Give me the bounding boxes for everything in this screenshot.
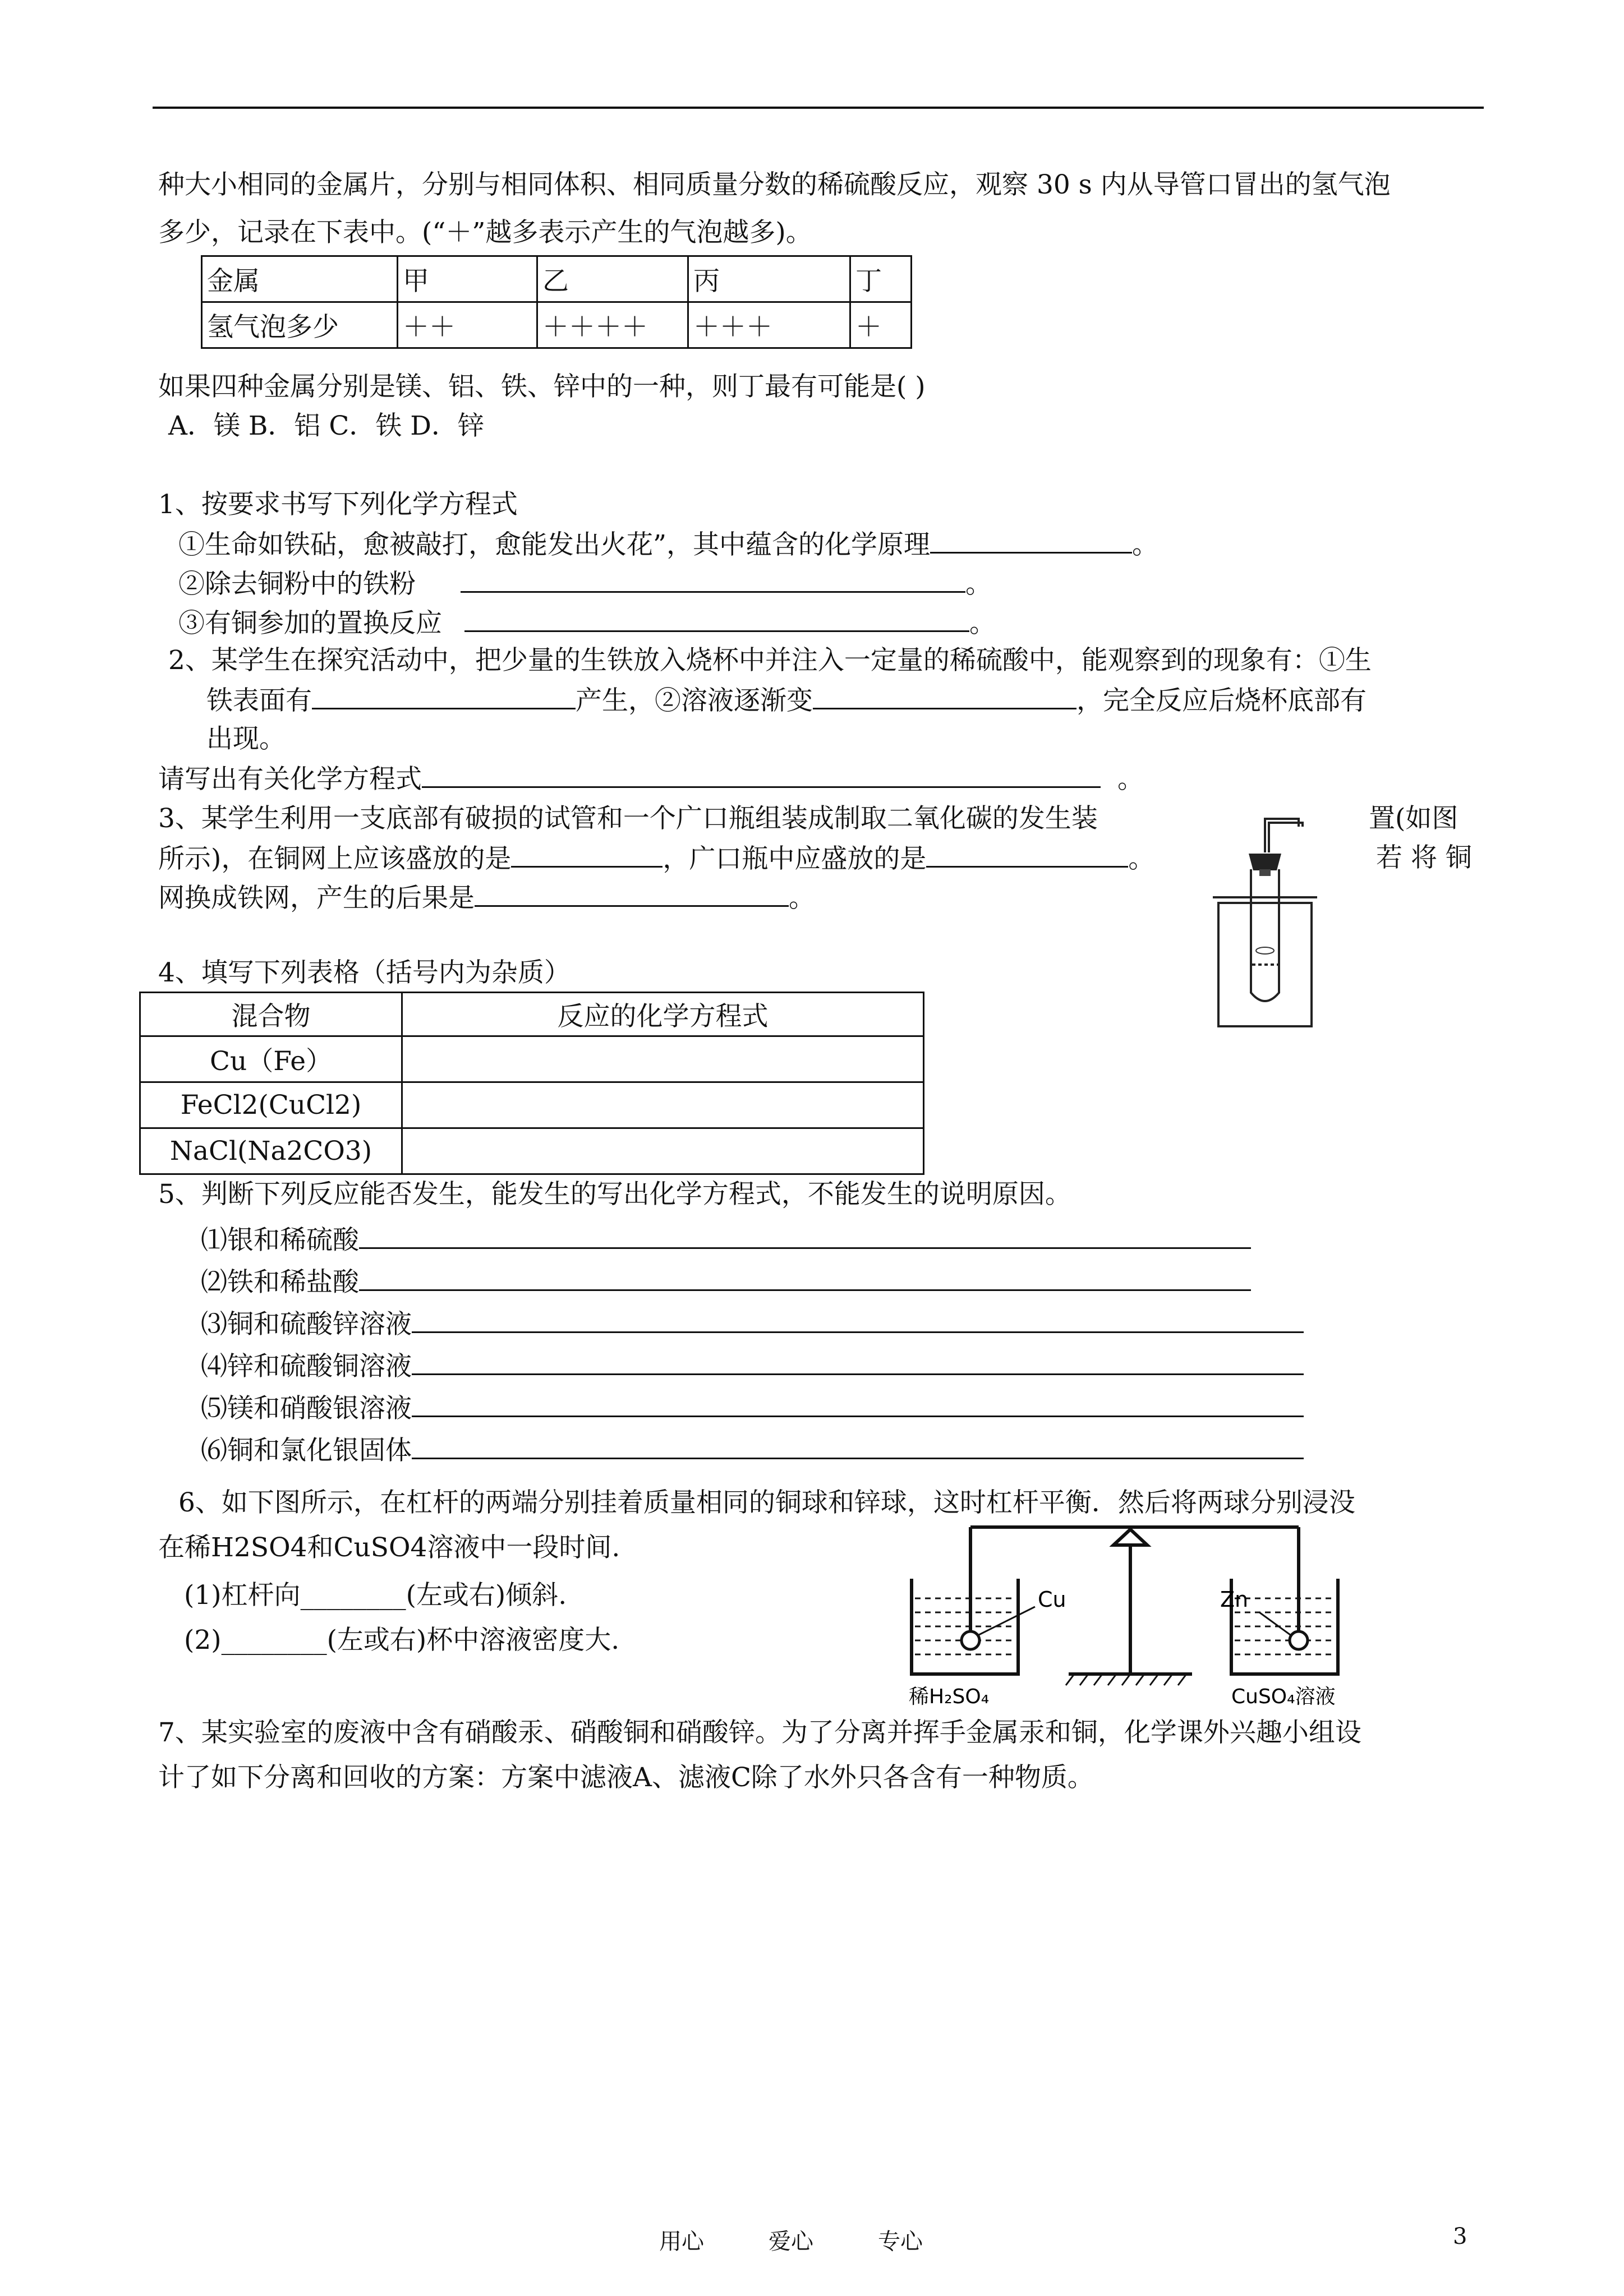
answer-blank[interactable] <box>412 1349 1304 1375</box>
q3-line-1a: 3、某学生利用一支底部有破损的试管和一个广口瓶组装成制取二氧化碳的发生装 <box>158 803 1098 834</box>
q2-end: 。 <box>1117 764 1144 795</box>
mc-options: A．镁 B．铝 C．铁 D．锌 <box>168 411 484 441</box>
q7-line-1: 7、某实验室的废液中含有硝酸汞、硝酸铜和硝酸锌。为了分离并挥手金属汞和铜，化学课外兴趣小组设 <box>158 1717 1361 1748</box>
answer-blank[interactable] <box>511 841 663 868</box>
q1-a-text: ①生命如铁砧，愈被敲打，愈能发出火花”，其中蕴含的化学原理 <box>178 529 931 560</box>
answer-blank[interactable] <box>312 683 576 709</box>
rubber-stopper <box>1249 854 1281 870</box>
right-solution-label: CuSO₄溶液 <box>1231 1685 1336 1708</box>
table-cell: ＋＋ <box>398 302 537 348</box>
answer-blank[interactable] <box>412 1307 1304 1333</box>
q1-a-end: 。 <box>1132 529 1159 560</box>
answer-blank[interactable] <box>475 880 789 907</box>
q5-title: 5、判断下列反应能否发生，能发生的写出化学方程式，不能发生的说明原因。 <box>158 1179 1071 1210</box>
answer-blank[interactable] <box>464 606 969 632</box>
q5-item-label: ⑹铜和氯化银固体 <box>201 1435 412 1466</box>
q2-text-a: 铁表面有 <box>206 685 312 716</box>
answer-blank[interactable] <box>412 1433 1304 1459</box>
q3-end: 。 <box>789 883 815 914</box>
q1-c <box>178 606 996 640</box>
footer-motto-1: 用心 <box>659 2229 704 2254</box>
intro-line-2: 多少，记录在下表中。(“＋”越多表示产生的气泡越多)。 <box>158 217 812 248</box>
left-solution-label: 稀H₂SO₄ <box>909 1685 990 1708</box>
answer-blank[interactable] <box>926 841 1128 868</box>
q5-item-6 <box>201 1433 1304 1468</box>
table-cell: 乙 <box>537 256 688 302</box>
gas-generator-figure <box>1206 808 1324 1032</box>
footer-motto-3: 专心 <box>878 2229 923 2254</box>
answer-blank[interactable] <box>359 1265 1251 1291</box>
table-cell: ＋＋＋＋ <box>537 302 688 348</box>
bubble-table <box>201 255 912 349</box>
answer-cell[interactable] <box>402 1128 924 1174</box>
table-cell: 金属 <box>202 256 398 302</box>
cu-label: Cu <box>1038 1587 1066 1612</box>
zinc-ball <box>1290 1631 1308 1649</box>
copper-ball <box>961 1631 979 1649</box>
q1-b-text: ②除去铜粉中的铁粉 <box>178 569 416 600</box>
table-cell: 丁 <box>850 256 912 302</box>
page-number: 3 <box>1453 2224 1467 2249</box>
q1-title: 1、按要求书写下列化学方程式 <box>158 489 518 520</box>
table-cell: NaCl(Na2CO3) <box>140 1128 402 1174</box>
q1-b <box>178 566 992 601</box>
table-header: 混合物 <box>140 993 402 1036</box>
mc-stem: 如果四种金属分别是镁、铝、铁、锌中的一种，则丁最有可能是( ) <box>158 371 926 402</box>
q2-line-4 <box>158 762 1144 796</box>
q1-c-end: 。 <box>969 608 996 639</box>
q1-a <box>178 527 1158 562</box>
q6-line-1: 6、如下图所示，在杠杆的两端分别挂着质量相同的铜球和锌球，这时杠杆平衡．然后将两球分别浸没 <box>178 1487 1355 1518</box>
q3-line-2d: 若 将 铜 <box>1376 842 1472 873</box>
q2-text-b: 产生，②溶液逐渐变 <box>576 685 813 716</box>
q6-part-2: (2)________(左或右)杯中溶液密度大. <box>184 1625 620 1656</box>
q3-text-c2: 网换成铁网，产生的后果是 <box>158 883 475 914</box>
answer-cell[interactable] <box>402 1036 924 1082</box>
q3-line-1b: 置(如图 <box>1369 803 1459 834</box>
q5-item-1 <box>201 1223 1251 1257</box>
answer-blank[interactable] <box>422 762 1101 788</box>
q5-item-label: ⑴银和稀硫酸 <box>201 1225 359 1256</box>
q2-text-c: ，完全反应后烧杯底部有 <box>1076 685 1367 716</box>
intro-line-1: 种大小相同的金属片，分别与相同体积、相同质量分数的稀硫酸反应，观察 30 s 内从导管口冒出的氢气泡 <box>158 169 1391 200</box>
table-cell: 丙 <box>688 256 850 302</box>
q5-item-label: ⑵铁和稀盐酸 <box>201 1267 359 1298</box>
answer-blank[interactable] <box>930 527 1132 554</box>
table-cell: ＋ <box>850 302 912 348</box>
table-cell: Cu（Fe） <box>140 1036 402 1082</box>
q4-title: 4、填写下列表格（括号内为杂质） <box>158 957 571 988</box>
table-cell: 氢气泡多少 <box>202 302 398 348</box>
q3-line-3 <box>158 880 815 915</box>
q3-text-c: 。 <box>1128 843 1155 874</box>
q7-line-2: 计了如下分离和回收的方案：方案中滤液A、滤液C除了水外只各含有一种物质。 <box>158 1762 1094 1793</box>
answer-blank[interactable] <box>813 683 1076 709</box>
answer-blank[interactable] <box>461 566 965 593</box>
table-cell: 甲 <box>398 256 537 302</box>
answer-blank[interactable] <box>359 1223 1251 1249</box>
q6-part-1: (1)杠杆向________(左或右)倾斜. <box>184 1580 567 1611</box>
q5-item-label: ⑸镁和硝酸银溶液 <box>201 1393 412 1424</box>
table-cell: FeCl2(CuCl2) <box>140 1082 402 1128</box>
table-cell: ＋＋＋ <box>688 302 850 348</box>
q5-item-label: ⑶铜和硫酸锌溶液 <box>201 1309 412 1340</box>
answer-cell[interactable] <box>402 1082 924 1128</box>
q3-text-b: ，广口瓶中应盛放的是 <box>663 843 927 874</box>
q1-c-text: ③有铜参加的置换反应 <box>178 608 442 639</box>
q3-text-a: 所示)，在铜网上应该盛放的是 <box>158 843 512 874</box>
q5-item-label: ⑷锌和硫酸铜溶液 <box>201 1351 412 1382</box>
answer-blank[interactable] <box>412 1391 1304 1417</box>
q1-b-end: 。 <box>965 569 992 600</box>
q2-line-1: 2、某学生在探究活动中，把少量的生铁放入烧杯中并注入一定量的稀硫酸中，能观察到的现象有：①生 <box>168 645 1372 676</box>
header-rule <box>153 107 1484 109</box>
test-tube <box>1251 869 1279 1001</box>
q5-item-2 <box>201 1265 1251 1299</box>
lever-figure <box>900 1523 1377 1713</box>
q5-item-5 <box>201 1391 1304 1426</box>
q5-item-4 <box>201 1349 1304 1384</box>
q2-line-3: 出现。 <box>206 723 286 754</box>
q6-line-2: 在稀H2SO4和CuSO4溶液中一段时间. <box>158 1532 620 1563</box>
q3-line-2 <box>158 841 1154 876</box>
table-header: 反应的化学方程式 <box>402 993 924 1036</box>
zn-label: Zn <box>1220 1587 1249 1612</box>
q2-text-d: 请写出有关化学方程式 <box>158 764 422 795</box>
footer-motto-2: 爱心 <box>769 2229 813 2254</box>
q2-line-2 <box>206 683 1367 718</box>
q4-table <box>139 992 924 1175</box>
q5-item-3 <box>201 1307 1304 1341</box>
